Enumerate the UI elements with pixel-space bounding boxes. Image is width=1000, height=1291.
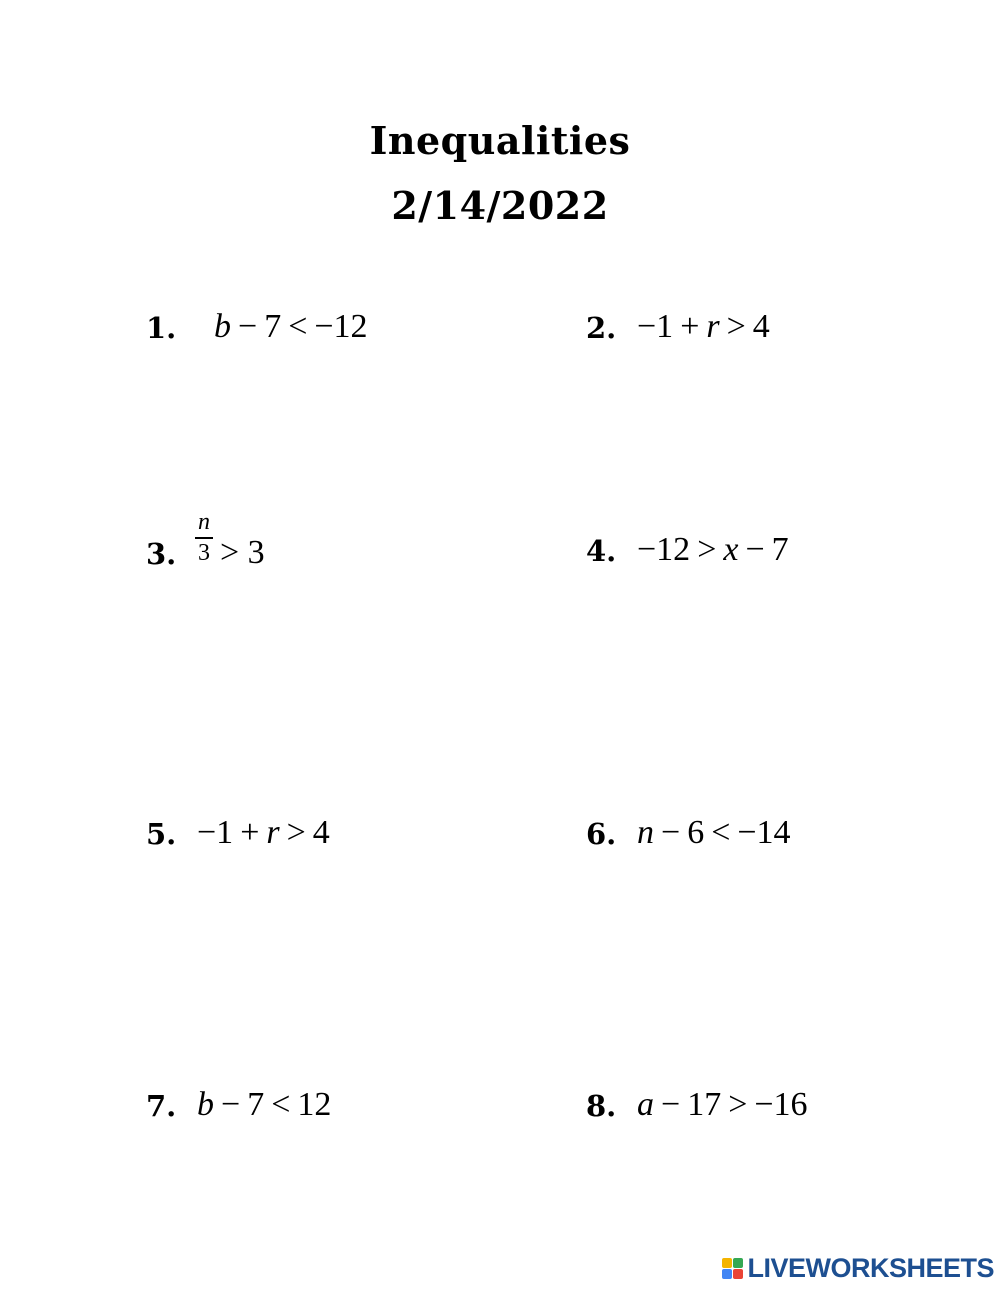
liveworksheets-logo	[722, 1252, 994, 1283]
denominator: 3	[198, 539, 210, 566]
inequality: n − 6 < −14	[637, 814, 791, 851]
problem-number: 8.	[586, 1089, 617, 1123]
inequality: b − 7 < −12	[214, 308, 368, 345]
inequality: −12 > x − 7	[637, 531, 789, 568]
fraction-bar	[195, 537, 213, 539]
numerator: n	[198, 509, 210, 535]
problem-number: 1.	[146, 311, 177, 345]
problem-number: 6.	[586, 817, 617, 851]
fraction	[195, 510, 213, 565]
inequality: a − 17 > −16	[637, 1086, 808, 1123]
logo-cell-3	[722, 1269, 732, 1279]
problem-number: 4.	[586, 534, 617, 568]
inequality: b − 7 < 12	[197, 1086, 332, 1123]
problem-number: 3.	[146, 537, 177, 571]
inequality-rest: > 3	[220, 534, 265, 571]
logo-icon	[722, 1258, 743, 1279]
problem-number: 5.	[146, 817, 177, 851]
problem-number: 7.	[146, 1089, 177, 1123]
brand-name: LIVEWORKSHEETS	[747, 1252, 994, 1283]
logo-cell-1	[722, 1258, 732, 1268]
worksheet-date: 2/14/2022	[391, 183, 609, 228]
logo-cell-4	[733, 1269, 743, 1279]
logo-cell-2	[733, 1258, 743, 1268]
worksheet-title: Inequalities	[369, 118, 631, 163]
inequality: −1 + r > 4	[637, 308, 770, 345]
problem-number: 2.	[586, 311, 617, 345]
inequality: −1 + r > 4	[197, 814, 330, 851]
